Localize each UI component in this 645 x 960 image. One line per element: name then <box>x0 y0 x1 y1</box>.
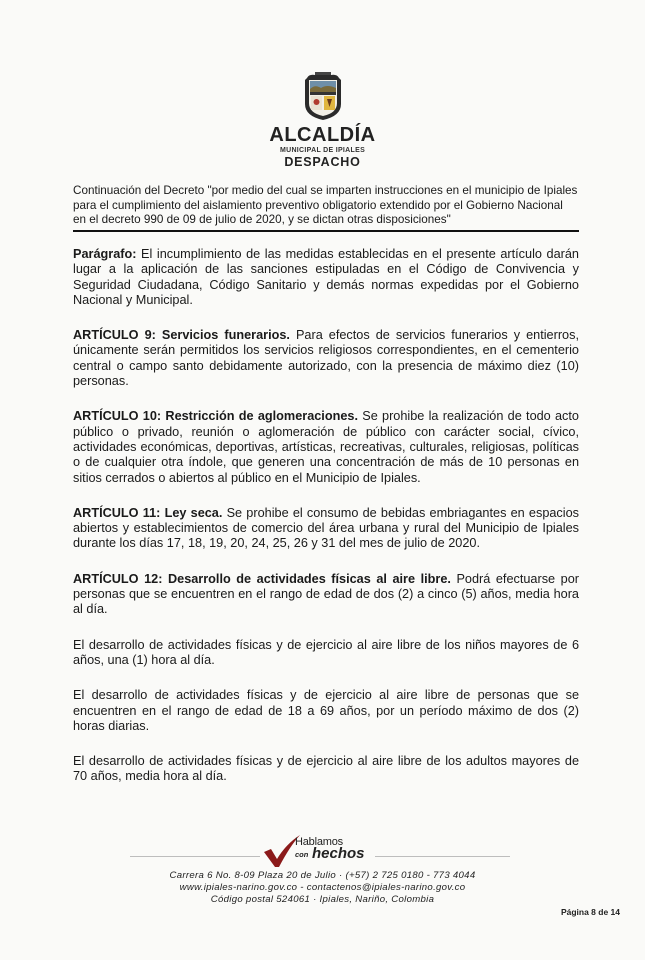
paragraph-text: El desarrollo de actividades físicas y de ejercicio al aire libre de los niños mayores de 6 años, una (1) hora al día. <box>73 637 579 667</box>
article-heading: ARTÍCULO 10: Restricción de aglomeraciones. <box>73 409 358 424</box>
paragraph-lead: Parágrafo: <box>73 247 137 261</box>
slogan-con: con <box>295 850 309 859</box>
article-9 <box>73 328 579 389</box>
article-12-seniors <box>73 754 579 785</box>
footer-divider-left <box>130 856 260 857</box>
article-heading: ARTÍCULO 9: Servicios funerarios. <box>73 328 290 343</box>
article-12 <box>73 572 579 618</box>
slogan-row <box>0 832 645 870</box>
slogan-line2: hechos <box>312 845 365 862</box>
paragraph-text: El desarrollo de actividades físicas y de ejercicio al aire libre de personas que se encuentren en el rango de edad de 18 a 69 años, por un período máximo de dos (2) horas diarias. <box>73 688 579 733</box>
article-text: Se prohibe la realización de todo acto público o privado, reunión o aglomeración de público con carácter social, cívico, actividades económicas, deportivas, artísticas, recreativas, culturales, religiosas, políticas o de cualquier otra índole, que generen una concentración de más de 10 personas en sitios cerrados o abiertos al público en el Municipio de Ipiales. <box>73 409 579 485</box>
brand-subtitle: MUNICIPAL DE IPIALES <box>279 147 366 154</box>
footer-postal: Código postal 524061 · Ipiales, Nariño, Colombia <box>210 894 435 905</box>
article-11 <box>73 506 579 552</box>
coat-of-arms-logo <box>301 72 345 122</box>
footer-contact: www.ipiales-narino.gov.co - contactenos@ipiales-narino.gov.co <box>179 882 466 893</box>
article-12-children <box>73 638 579 669</box>
document-body <box>73 247 579 805</box>
paragraph-paragrafo <box>73 247 579 308</box>
heading-divider <box>73 230 579 232</box>
letterhead <box>0 72 645 170</box>
decree-heading: Continuación del Decreto "por medio del cual se imparten instrucciones en el municipio de Ipiales para el cumplimiento del aislamiento preventivo obligatorio extendido por el Gobierno Nacional en el decreto 990 de 09 de julio de 2020, y se dictan otras disposiciones" <box>73 184 578 226</box>
footer-divider-right <box>375 856 510 857</box>
slogan-logo <box>262 832 392 870</box>
article-text: Para efectos de servicios funerarios y entierros, únicamente serán permitidos los servicios religiosos correspondientes, en el cementerio central o campo santo debidamente autorizado, con la presencia de máximo diez (10) personas. <box>73 328 579 389</box>
letterhead-footer <box>0 832 645 906</box>
paragraph-text: El desarrollo de actividades físicas y de ejercicio al aire libre de los adultos mayores de 70 años, media hora al día. <box>73 754 579 784</box>
article-text: Podrá efectuarse por personas que se encuentren en el rango de edad de dos (2) a cinco (5) años, media hora al día. <box>73 571 580 617</box>
article-heading: ARTÍCULO 11: Ley seca. <box>73 505 223 520</box>
page-number: Página 8 de 14 <box>560 907 620 917</box>
article-heading: ARTÍCULO 12: Desarrollo de actividades físicas al aire libre. <box>73 571 451 586</box>
article-12-adults <box>73 688 579 734</box>
article-10 <box>73 409 579 485</box>
footer-address: Carrera 6 No. 8-09 Plaza 20 de Julio · (+57) 2 725 0180 - 773 4044 <box>169 870 476 881</box>
slogan-line1: Hablamos <box>295 836 343 848</box>
article-text: Se prohibe el consumo de bebidas embriagantes en espacios abiertos y establecimientos de comercio del área urbana y rural del Municipio de Ipiales durante los días 17, 18, 19, 20, 24, 25, 26 y 31 del mes de julio de 2020. <box>73 505 579 551</box>
brand-office: DESPACHO <box>284 155 361 169</box>
brand-title: ALCALDÍA <box>269 124 376 146</box>
paragraph-text: El incumplimiento de las medidas establecidas en el presente artículo darán lugar a la aplicación de las sanciones estipuladas en el Código de Convivencia y Seguridad Ciudadana, Código Sanitario y demás normas expedidas por el Gobierno Nacional y Municipal. <box>73 247 579 307</box>
